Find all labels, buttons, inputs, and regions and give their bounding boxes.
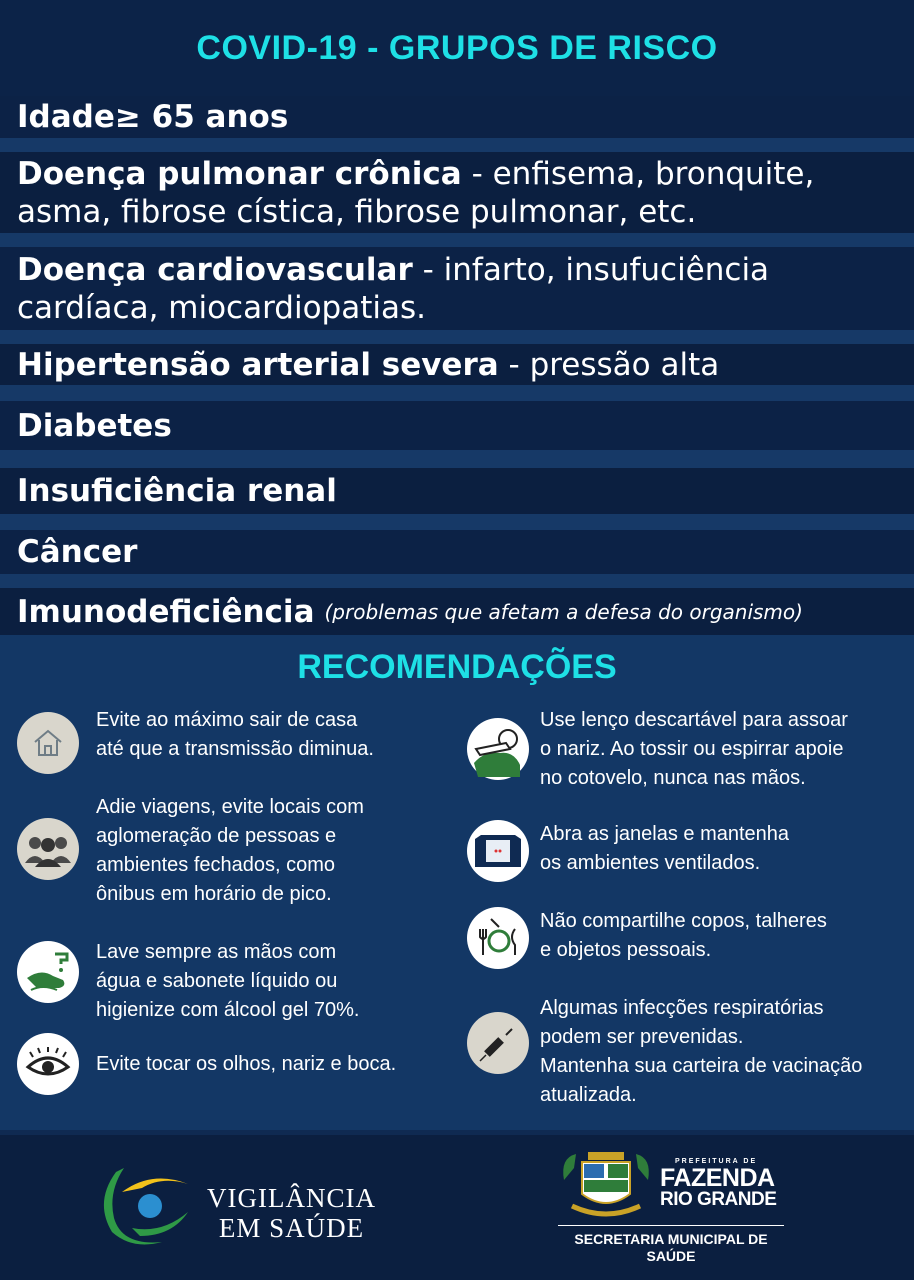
page-title: COVID-19 - GRUPOS DE RISCO — [0, 0, 914, 96]
recommendation-dont-share: Não compartilhe copos, talheres e objetos pessoais. — [467, 907, 827, 969]
prefeitura-name-2: RIO GRANDE — [660, 1189, 777, 1210]
people-icon — [17, 818, 79, 880]
recommendation-wash-hands: Lave sempre as mãos com água e sabonete líquido ou higienize com álcool gel 70%. — [17, 938, 360, 1025]
risk-item-lung-disease: Doença pulmonar crônica - enfisema, bronquite, asma, fibrose cística, fibrose pulmonar, etc. — [0, 152, 914, 233]
cutlery-icon — [467, 907, 529, 969]
recommendation-ventilate: Abra as janelas e mantenha os ambientes ventilados. — [467, 820, 789, 882]
house-icon — [17, 712, 79, 774]
risk-item-hypertension: Hipertensão arterial severa - pressão alta — [0, 344, 914, 385]
vigilancia-logo — [92, 1162, 198, 1248]
recommendation-avoid-crowds: Adie viagens, evite locais com aglomeração de pessoas e ambientes fechados, como ônibus em horário de pico. — [17, 793, 364, 909]
risk-item-cardio: Doença cardiovascular - infarto, insufuciência cardíaca, miocardiopatias. — [0, 247, 914, 330]
recommendation-vaccination: Algumas infecções respiratórias podem ser prevenidas. Mantenha sua carteira de vacinação atualizada. — [467, 994, 862, 1110]
cough-elbow-icon — [467, 718, 529, 780]
risk-item-renal: Insuficiência renal — [0, 468, 914, 514]
coat-of-arms-icon — [558, 1150, 654, 1220]
secretaria-label: SECRETARIA MUNICIPAL DE SAÚDE — [574, 1231, 768, 1264]
handwash-icon — [17, 941, 79, 1003]
prefeitura-name-1: FAZENDA — [660, 1164, 775, 1192]
vigilancia-name: VIGILÂNCIA EM SAÚDE — [207, 1183, 376, 1243]
recommendation-avoid-touching-face: Evite tocar os olhos, nariz e boca. — [17, 1033, 396, 1095]
risk-item-immunodeficiency: Imunodeficiência (problemas que afetam a defesa do organismo) — [0, 588, 914, 635]
risk-item-cancer: Câncer — [0, 530, 914, 574]
recommendation-cough-elbow: Use lenço descartável para assoar o nariz. Ao tossir ou espirrar apoie no cotovelo, nunca nas mãos. — [467, 712, 848, 793]
prefeitura-label: PREFEITURA DE — [675, 1158, 758, 1165]
prefeitura-crest — [558, 1150, 654, 1220]
vigilancia-logo-icon — [92, 1162, 198, 1248]
risk-item-diabetes: Diabetes — [0, 401, 914, 450]
risk-item-age: Idade≥ 65 anos — [0, 96, 914, 138]
divider — [558, 1225, 784, 1226]
syringe-icon — [467, 1012, 529, 1074]
eye-icon — [17, 1033, 79, 1095]
recommendations-title: RECOMENDAÇÕES — [297, 648, 617, 686]
recommendation-stay-home: Evite ao máximo sair de casa até que a transmissão diminua. — [17, 712, 374, 774]
window-icon — [467, 820, 529, 882]
